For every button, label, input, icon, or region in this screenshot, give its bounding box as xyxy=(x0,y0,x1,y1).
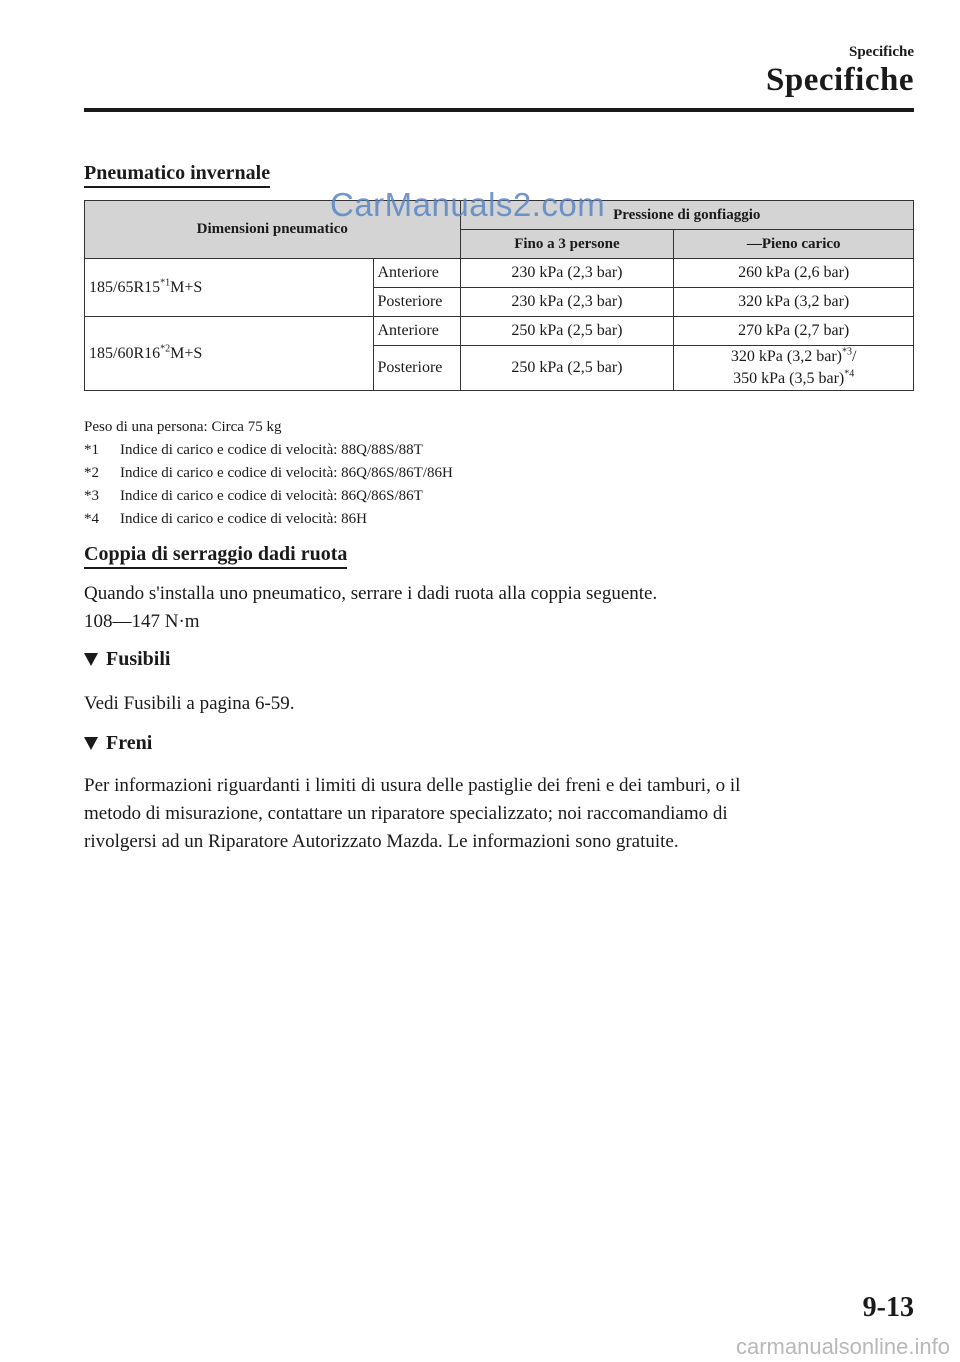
brakes-paragraph xyxy=(84,772,740,856)
footnote xyxy=(84,439,453,462)
footnote-ref: *2 xyxy=(160,343,171,355)
footnote-ref: *4 xyxy=(844,368,855,380)
header-up-to-3: Fino a 3 persone xyxy=(460,230,674,259)
header-rule xyxy=(84,108,914,112)
footnote-text: Indice di carico e codice di velocità: 86Q/86S/86T xyxy=(120,488,423,504)
pressure-value: 250 kPa (2,5 bar) xyxy=(460,346,674,391)
footnote-mark: *3 xyxy=(84,488,99,504)
axle-position: Anteriore xyxy=(373,317,460,346)
footnote-mark: *2 xyxy=(84,465,99,481)
header-full-load: ―Pieno carico xyxy=(674,230,914,259)
torque-line-1: Quando s'installa uno pneumatico, serrare i dadi ruota alla coppia seguente. xyxy=(84,583,658,604)
footnote-mark: *1 xyxy=(84,442,99,458)
footnote-mark: *4 xyxy=(84,511,99,527)
pressure-value: 270 kPa (2,7 bar) xyxy=(674,317,914,346)
pressure-value: 230 kPa (2,3 bar) xyxy=(460,259,674,288)
pressure-value: 230 kPa (2,3 bar) xyxy=(460,288,674,317)
separator: / xyxy=(852,348,857,365)
section-title-wheel-nut-torque: Coppia di serraggio dadi ruota xyxy=(84,542,347,569)
axle-position: Posteriore xyxy=(373,288,460,317)
pressure-value-b: 350 kPa (3,5 bar) xyxy=(733,370,845,387)
subsection-brakes xyxy=(84,732,152,755)
brakes-line-3: rivolgersi ad un Riparatore Autorizzato Mazda. Le informazioni sono gratuite. xyxy=(84,831,679,852)
tyre-size: 185/65R15 xyxy=(89,278,161,296)
subsection-fuses xyxy=(84,648,170,671)
axle-position: Posteriore xyxy=(373,346,460,391)
footnote-ref: *1 xyxy=(160,277,171,289)
table-row xyxy=(85,259,914,288)
axle-position: Anteriore xyxy=(373,259,460,288)
footnote xyxy=(84,485,453,508)
running-header-small: Specifiche xyxy=(849,44,914,60)
running-header-title: Specifiche xyxy=(766,62,914,98)
table-row xyxy=(85,317,914,346)
subsection-fuses-title: Fusibili xyxy=(106,648,171,670)
tyre-size-cell xyxy=(85,317,374,391)
tyre-pressure-table xyxy=(84,200,914,391)
header-tyre-size: Dimensioni pneumatico xyxy=(85,201,461,259)
footer-watermark: carmanualsonline.info xyxy=(735,1334,950,1359)
section-title-winter-tyre: Pneumatico invernale xyxy=(84,161,270,188)
pressure-value-multi xyxy=(674,346,914,391)
header-pressure: Pressione di gonfiaggio xyxy=(460,201,914,230)
triangle-bullet-icon xyxy=(84,653,98,666)
pressure-value: 260 kPa (2,6 bar) xyxy=(674,259,914,288)
footnote xyxy=(84,508,453,531)
brakes-line-1: Per informazioni riguardanti i limiti di usura delle pastiglie dei freni e dei tamburi, o il xyxy=(84,775,741,796)
page-number: 9-13 xyxy=(862,1292,914,1323)
footnotes xyxy=(84,416,453,531)
pressure-value-a: 320 kPa (3,2 bar) xyxy=(730,348,842,365)
tyre-size-suffix: M+S xyxy=(170,344,203,362)
footnote-text: Indice di carico e codice di velocità: 86H xyxy=(120,511,367,527)
footnote-text: Indice di carico e codice di velocità: 86Q/86S/86T/86H xyxy=(120,465,453,481)
tyre-size-suffix: M+S xyxy=(170,278,203,296)
pressure-value: 320 kPa (3,2 bar) xyxy=(674,288,914,317)
triangle-bullet-icon xyxy=(84,737,98,750)
note-weight: Peso di una persona: Circa 75 kg xyxy=(84,419,282,435)
brakes-line-2: metodo di misurazione, contattare un riparatore specializzato; noi raccomandiamo di xyxy=(84,803,728,824)
footnote-ref: *3 xyxy=(842,346,852,358)
torque-paragraph xyxy=(84,580,657,636)
fuses-text: Vedi Fusibili a pagina 6-59. xyxy=(84,693,295,714)
footnote xyxy=(84,462,453,485)
tyre-size-cell xyxy=(85,259,374,317)
pressure-value: 250 kPa (2,5 bar) xyxy=(460,317,674,346)
torque-line-2: 108―147 N·m xyxy=(84,611,200,632)
watermark-logo: CarManuals2.com xyxy=(330,186,606,223)
footnote-text: Indice di carico e codice di velocità: 88Q/88S/88T xyxy=(120,442,423,458)
tyre-size: 185/60R16 xyxy=(89,344,161,362)
subsection-brakes-title: Freni xyxy=(106,732,153,754)
